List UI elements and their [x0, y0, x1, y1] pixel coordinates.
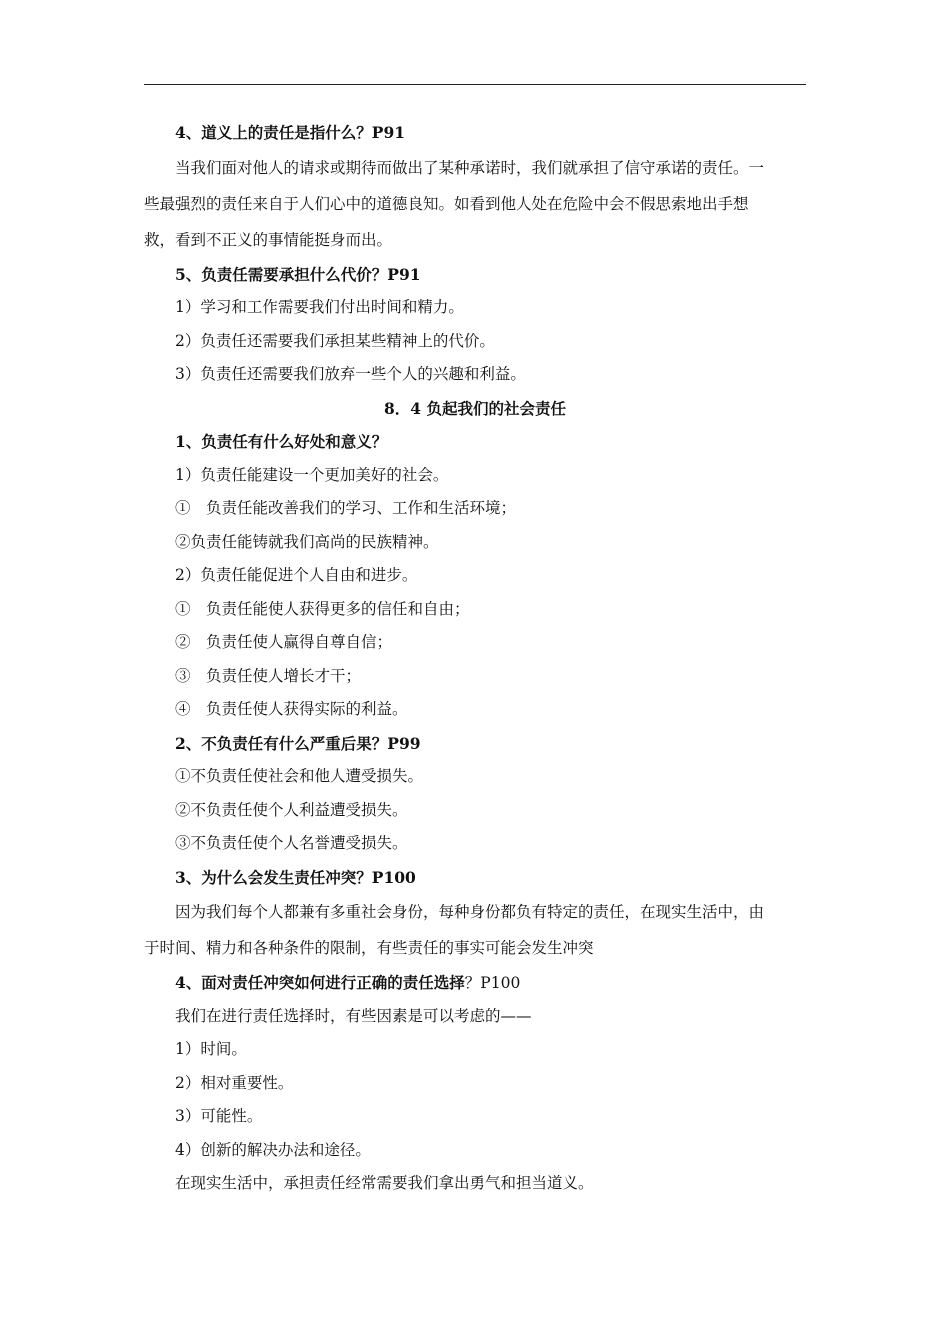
- question-heading: 4、道义上的责任是指什么？P91: [175, 123, 406, 142]
- question-heading: 1、负责任有什么好处和意义？: [175, 432, 388, 451]
- list-item: 2）负责任还需要我们承担某些精神上的代价。: [175, 331, 495, 350]
- document-body: [144, 116, 806, 1201]
- paragraph: [144, 894, 806, 966]
- question-heading: [144, 966, 806, 1000]
- list-item: 4）创新的解决办法和途径。: [175, 1140, 371, 1159]
- list-item: 3）可能性。: [175, 1107, 263, 1125]
- section-title: 8．4 负起我们的社会责任: [384, 398, 566, 418]
- heading-bold-part: 4、面对责任冲突如何进行正确的责任选择: [175, 973, 465, 992]
- paragraph-line: 我们在进行责任选择时，有些因素是可以考虑的——: [175, 1006, 532, 1025]
- paragraph-line: 救，看到不正义的事情能挺身而出。: [144, 230, 393, 249]
- question-heading: 2、不负责任有什么严重后果？P99: [175, 733, 421, 753]
- list-item: 2）相对重要性。: [175, 1073, 294, 1092]
- list-item: ③不负责任使个人名誉遭受损失。: [175, 834, 408, 852]
- paragraph-line: 因为我们每个人都兼有多重社会身份，每种身份都负有特定的责任，在现实生活中，由: [175, 903, 765, 921]
- list-item: 2）负责任能促进个人自由和进步。: [175, 566, 418, 584]
- paragraph-line: 于时间、精力和各种条件的限制，有些责任的事实可能会发生冲突: [144, 939, 594, 957]
- list-item: ① 负责任能改善我们的学习、工作和生活环境；: [175, 499, 517, 517]
- heading-tail: ？P100: [464, 974, 521, 992]
- list-item: ①不负责任使社会和他人遭受损失。: [175, 767, 424, 785]
- list-item: ③ 负责任使人增长才干；: [175, 666, 362, 685]
- list-item: ②不负责任使个人利益遭受损失。: [175, 800, 408, 819]
- list-item: 3）负责任还需要我们放弃一些个人的兴趣和利益。: [175, 365, 526, 383]
- question-heading: 3、为什么会发生责任冲突？P100: [175, 867, 416, 887]
- list-item: 1）时间。: [175, 1040, 247, 1058]
- paragraph-line: 当我们面对他人的请求或期待而做出了某种承诺时，我们就承担了信守承诺的责任。一: [175, 158, 765, 177]
- list-item: ④ 负责任使人获得实际的利益。: [175, 700, 408, 718]
- paragraph-line: 在现实生活中，承担责任经常需要我们拿出勇气和担当道义。: [175, 1174, 594, 1192]
- list-item: 1）负责任能建设一个更加美好的社会。: [175, 465, 449, 484]
- question-heading: 5、负责任需要承担什么代价？P91: [175, 264, 421, 284]
- header-rule: [144, 84, 806, 85]
- paragraph: [144, 150, 806, 258]
- list-item: ② 负责任使人赢得自尊自信；: [175, 633, 393, 651]
- paragraph-line: 些最强烈的责任来自于人们心中的道德良知。如看到他人处在危险中会不假思索地出手想: [144, 194, 749, 213]
- list-item: ① 负责任能使人获得更多的信任和自由；: [175, 599, 470, 618]
- list-item: ②负责任能铸就我们高尚的民族精神。: [175, 532, 439, 551]
- list-item: 1）学习和工作需要我们付出时间和精力。: [175, 298, 464, 316]
